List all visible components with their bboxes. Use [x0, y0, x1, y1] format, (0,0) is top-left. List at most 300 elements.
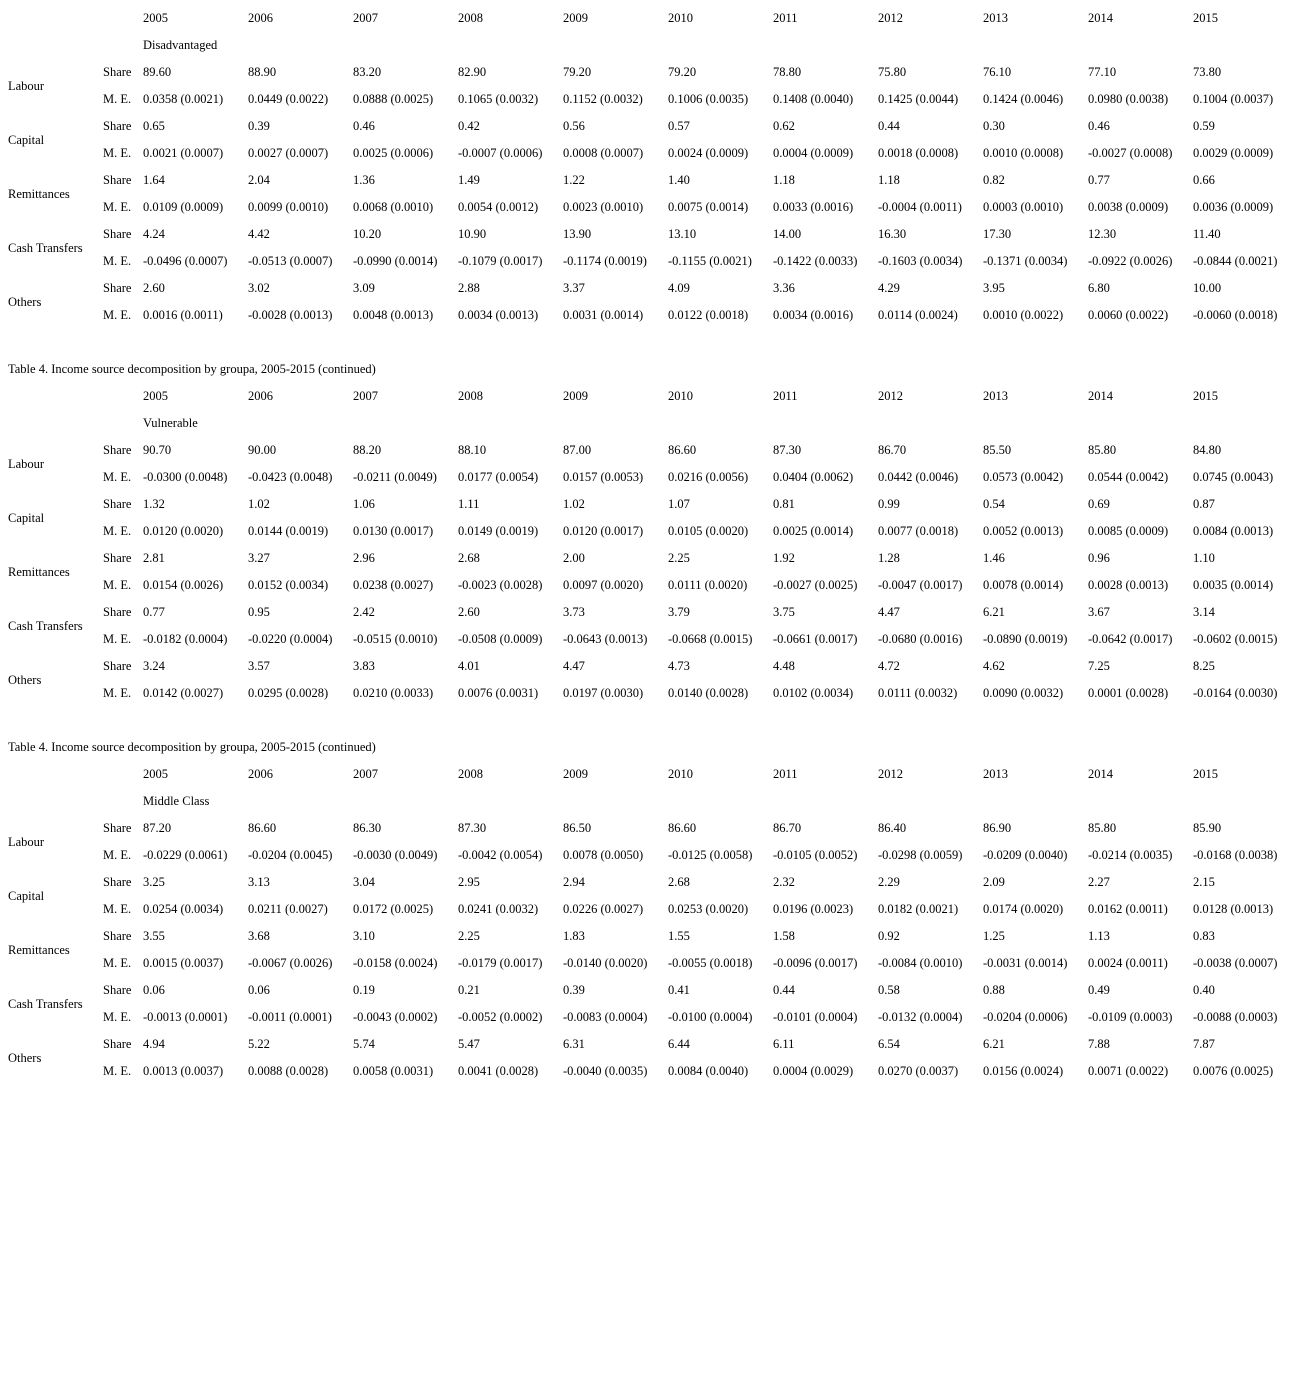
share-label: Share — [103, 875, 132, 889]
me-value: 0.0085 (0.0009) — [1088, 524, 1169, 538]
me-value: -0.0109 (0.0003) — [1088, 1010, 1173, 1024]
share-value: 0.59 — [1193, 119, 1215, 133]
me-value: 0.0025 (0.0014) — [773, 524, 854, 538]
year-header: 2008 — [458, 11, 483, 25]
me-value: 0.0015 (0.0037) — [143, 956, 224, 970]
share-value: 0.77 — [1088, 173, 1110, 187]
share-value: 2.32 — [773, 875, 795, 889]
share-value: 4.72 — [878, 659, 900, 673]
share-value: 3.67 — [1088, 605, 1110, 619]
me-value: 0.0154 (0.0026) — [143, 578, 224, 592]
me-value: 0.0071 (0.0022) — [1088, 1064, 1169, 1078]
share-value: 1.22 — [563, 173, 585, 187]
me-value: -0.0125 (0.0058) — [668, 848, 753, 862]
me-value: 0.0075 (0.0014) — [668, 200, 749, 214]
me-value: 0.0128 (0.0013) — [1193, 902, 1274, 916]
year-header: 2006 — [248, 11, 273, 25]
year-header: 2009 — [563, 767, 588, 781]
share-value: 7.87 — [1193, 1037, 1215, 1051]
share-value: 0.57 — [668, 119, 690, 133]
me-value: 0.0025 (0.0006) — [353, 146, 434, 160]
share-value: 6.21 — [983, 1037, 1005, 1051]
share-value: 4.47 — [563, 659, 585, 673]
me-value: -0.0088 (0.0003) — [1193, 1010, 1278, 1024]
share-value: 1.06 — [353, 497, 375, 511]
me-row — [0, 896, 1298, 923]
share-value: 2.81 — [143, 551, 165, 565]
me-value: 0.0157 (0.0053) — [563, 470, 644, 484]
share-value: 0.06 — [143, 983, 165, 997]
me-value: 0.0211 (0.0027) — [248, 902, 328, 916]
year-header: 2015 — [1193, 389, 1218, 403]
year-header: 2011 — [773, 767, 798, 781]
share-row — [0, 437, 1298, 464]
me-value: -0.0007 (0.0006) — [458, 146, 543, 160]
me-value: -0.0164 (0.0030) — [1193, 686, 1278, 700]
share-value: 3.79 — [668, 605, 690, 619]
share-value: 3.75 — [773, 605, 795, 619]
share-value: 1.10 — [1193, 551, 1215, 565]
share-value: 0.88 — [983, 983, 1005, 997]
share-row — [0, 1031, 1298, 1058]
me-row — [0, 842, 1298, 869]
me-value: 0.0029 (0.0009) — [1193, 146, 1274, 160]
share-value: 83.20 — [353, 65, 382, 79]
me-value: 0.0174 (0.0020) — [983, 902, 1064, 916]
share-value: 87.30 — [773, 443, 802, 457]
me-value: 0.0442 (0.0046) — [878, 470, 959, 484]
share-value: 78.80 — [773, 65, 802, 79]
share-value: 0.65 — [143, 119, 165, 133]
share-value: 13.90 — [563, 227, 592, 241]
me-row — [0, 626, 1298, 653]
share-value: 1.25 — [983, 929, 1005, 943]
year-header: 2007 — [353, 767, 378, 781]
group-label-row — [0, 410, 1298, 437]
year-header: 2011 — [773, 389, 798, 403]
me-value: 0.0196 (0.0023) — [773, 902, 854, 916]
group-label: Vulnerable — [143, 416, 198, 430]
me-value: 0.0060 (0.0022) — [1088, 308, 1169, 322]
share-value: 8.25 — [1193, 659, 1215, 673]
me-value: -0.0105 (0.0052) — [773, 848, 858, 862]
me-label: M. E. — [103, 470, 132, 484]
share-label: Share — [103, 227, 132, 241]
me-value: -0.1155 (0.0021) — [668, 254, 752, 268]
share-value: 2.09 — [983, 875, 1005, 889]
share-value: 2.95 — [458, 875, 480, 889]
share-value: 1.02 — [563, 497, 585, 511]
share-value: 3.57 — [248, 659, 270, 673]
share-value: 6.31 — [563, 1037, 585, 1051]
share-value: 1.64 — [143, 173, 165, 187]
share-value: 2.04 — [248, 173, 270, 187]
me-value: -0.0042 (0.0054) — [458, 848, 543, 862]
share-value: 88.20 — [353, 443, 382, 457]
share-value: 2.29 — [878, 875, 900, 889]
year-header: 2011 — [773, 11, 798, 25]
me-label: M. E. — [103, 146, 132, 160]
me-value: 0.0004 (0.0009) — [773, 146, 854, 160]
source-name: Capital — [8, 510, 45, 525]
source-name: Labour — [8, 78, 45, 93]
share-value: 4.73 — [668, 659, 690, 673]
me-value: 0.0048 (0.0013) — [353, 308, 434, 322]
me-value: 0.0177 (0.0054) — [458, 470, 539, 484]
share-value: 3.95 — [983, 281, 1005, 295]
me-value: -0.0298 (0.0059) — [878, 848, 963, 862]
share-value: 3.04 — [353, 875, 375, 889]
share-value: 0.54 — [983, 497, 1005, 511]
source-name: Others — [8, 1050, 42, 1065]
me-value: -0.0643 (0.0013) — [563, 632, 648, 646]
me-value: -0.0055 (0.0018) — [668, 956, 753, 970]
share-value: 1.11 — [458, 497, 480, 511]
me-value: 0.0152 (0.0034) — [248, 578, 329, 592]
source-name: Cash Transfers — [8, 618, 83, 633]
me-value: -0.0513 (0.0007) — [248, 254, 333, 268]
me-value: 0.0216 (0.0056) — [668, 470, 749, 484]
year-header: 2013 — [983, 389, 1008, 403]
me-value: 0.0226 (0.0027) — [563, 902, 644, 916]
me-label: M. E. — [103, 902, 132, 916]
share-row — [0, 977, 1298, 1004]
table-caption: Table 4. Income source decomposition by groupa, 2005-2015 (continued) — [8, 362, 376, 376]
me-label: M. E. — [103, 686, 132, 700]
me-value: -0.0844 (0.0021) — [1193, 254, 1278, 268]
share-label: Share — [103, 659, 132, 673]
share-value: 6.11 — [773, 1037, 795, 1051]
source-name: Capital — [8, 888, 45, 903]
share-value: 3.55 — [143, 929, 165, 943]
share-value: 76.10 — [983, 65, 1012, 79]
share-value: 4.47 — [878, 605, 900, 619]
share-value: 86.50 — [563, 821, 592, 835]
share-row — [0, 923, 1298, 950]
share-value: 87.00 — [563, 443, 592, 457]
share-value: 87.20 — [143, 821, 172, 835]
share-row — [0, 167, 1298, 194]
year-header: 2009 — [563, 389, 588, 403]
me-value: -0.0011 (0.0001) — [248, 1010, 332, 1024]
share-value: 0.44 — [773, 983, 795, 997]
me-row — [0, 950, 1298, 977]
me-value: 0.0024 (0.0009) — [668, 146, 749, 160]
me-value: 0.0144 (0.0019) — [248, 524, 329, 538]
me-value: -0.0182 (0.0004) — [143, 632, 228, 646]
share-value: 0.40 — [1193, 983, 1215, 997]
share-value: 0.30 — [983, 119, 1005, 133]
share-value: 1.13 — [1088, 929, 1110, 943]
me-value: 0.0034 (0.0013) — [458, 308, 539, 322]
year-header: 2014 — [1088, 767, 1113, 781]
source-name: Capital — [8, 132, 45, 147]
me-value: 0.1006 (0.0035) — [668, 92, 749, 106]
me-value: -0.0204 (0.0006) — [983, 1010, 1068, 1024]
me-value: -0.0642 (0.0017) — [1088, 632, 1173, 646]
me-value: 0.0010 (0.0022) — [983, 308, 1064, 322]
year-header-row — [0, 761, 1298, 788]
share-value: 85.90 — [1193, 821, 1222, 835]
share-value: 2.60 — [143, 281, 165, 295]
source-name: Others — [8, 672, 42, 687]
share-value: 2.88 — [458, 281, 480, 295]
source-name: Labour — [8, 456, 45, 471]
share-value: 90.70 — [143, 443, 172, 457]
year-header: 2015 — [1193, 11, 1218, 25]
share-label: Share — [103, 821, 132, 835]
me-value: 0.0120 (0.0017) — [563, 524, 644, 538]
me-value: 0.0142 (0.0027) — [143, 686, 224, 700]
me-value: -0.0168 (0.0038) — [1193, 848, 1278, 862]
me-value: -0.0031 (0.0014) — [983, 956, 1068, 970]
share-value: 86.40 — [878, 821, 907, 835]
share-value: 0.95 — [248, 605, 270, 619]
share-label: Share — [103, 443, 132, 457]
me-value: -0.1422 (0.0033) — [773, 254, 858, 268]
me-value: -0.1079 (0.0017) — [458, 254, 543, 268]
share-value: 3.24 — [143, 659, 165, 673]
me-value: 0.0888 (0.0025) — [353, 92, 434, 106]
me-row — [0, 140, 1298, 167]
share-value: 0.41 — [668, 983, 690, 997]
share-row — [0, 491, 1298, 518]
me-value: -0.0004 (0.0011) — [878, 200, 962, 214]
source-name: Remittances — [8, 564, 70, 579]
year-header: 2012 — [878, 11, 903, 25]
share-value: 0.42 — [458, 119, 480, 133]
me-value: -0.0047 (0.0017) — [878, 578, 963, 592]
me-value: 0.0054 (0.0012) — [458, 200, 539, 214]
share-value: 3.10 — [353, 929, 375, 943]
me-value: 0.0162 (0.0011) — [1088, 902, 1168, 916]
me-value: 0.0023 (0.0010) — [563, 200, 644, 214]
me-value: -0.0060 (0.0018) — [1193, 308, 1278, 322]
me-value: 0.0105 (0.0020) — [668, 524, 749, 538]
me-value: -0.0040 (0.0035) — [563, 1064, 648, 1078]
share-value: 85.80 — [1088, 443, 1117, 457]
share-value: 79.20 — [563, 65, 592, 79]
share-value: 3.68 — [248, 929, 270, 943]
me-value: -0.0668 (0.0015) — [668, 632, 753, 646]
me-value: 0.0109 (0.0009) — [143, 200, 224, 214]
share-label: Share — [103, 929, 132, 943]
share-value: 1.55 — [668, 929, 690, 943]
me-value: 0.0111 (0.0032) — [878, 686, 958, 700]
share-value: 2.42 — [353, 605, 375, 619]
me-row — [0, 194, 1298, 221]
share-value: 0.99 — [878, 497, 900, 511]
share-value: 2.27 — [1088, 875, 1110, 889]
source-name: Remittances — [8, 942, 70, 957]
me-value: -0.0209 (0.0040) — [983, 848, 1068, 862]
me-value: -0.0140 (0.0020) — [563, 956, 648, 970]
me-label: M. E. — [103, 254, 132, 268]
me-value: 0.0182 (0.0021) — [878, 902, 959, 916]
me-value: 0.0241 (0.0032) — [458, 902, 539, 916]
me-value: -0.0083 (0.0004) — [563, 1010, 648, 1024]
year-header: 2014 — [1088, 389, 1113, 403]
me-value: -0.0027 (0.0025) — [773, 578, 858, 592]
me-value: 0.0078 (0.0050) — [563, 848, 644, 862]
year-header: 2013 — [983, 767, 1008, 781]
me-row — [0, 518, 1298, 545]
share-value: 87.30 — [458, 821, 487, 835]
me-value: -0.1174 (0.0019) — [563, 254, 647, 268]
me-value: -0.1371 (0.0034) — [983, 254, 1068, 268]
share-value: 77.10 — [1088, 65, 1117, 79]
me-value: 0.0001 (0.0028) — [1088, 686, 1169, 700]
year-header-row — [0, 5, 1298, 32]
share-value: 0.56 — [563, 119, 585, 133]
me-value: -0.0132 (0.0004) — [878, 1010, 963, 1024]
share-value: 75.80 — [878, 65, 907, 79]
share-value: 3.83 — [353, 659, 375, 673]
me-value: -0.0101 (0.0004) — [773, 1010, 858, 1024]
share-value: 0.39 — [563, 983, 585, 997]
me-value: -0.0423 (0.0048) — [248, 470, 333, 484]
year-header: 2010 — [668, 11, 693, 25]
share-value: 86.60 — [668, 443, 697, 457]
me-value: 0.0111 (0.0020) — [668, 578, 748, 592]
me-value: -0.0052 (0.0002) — [458, 1010, 543, 1024]
share-value: 2.68 — [668, 875, 690, 889]
share-value: 0.69 — [1088, 497, 1110, 511]
share-value: 17.30 — [983, 227, 1012, 241]
me-value: 0.0077 (0.0018) — [878, 524, 959, 538]
share-value: 4.01 — [458, 659, 480, 673]
share-value: 6.44 — [668, 1037, 690, 1051]
share-value: 0.44 — [878, 119, 900, 133]
share-value: 3.37 — [563, 281, 585, 295]
year-header: 2008 — [458, 389, 483, 403]
share-value: 4.09 — [668, 281, 690, 295]
share-label: Share — [103, 605, 132, 619]
share-value: 0.46 — [1088, 119, 1110, 133]
share-value: 0.62 — [773, 119, 795, 133]
me-value: -0.0890 (0.0019) — [983, 632, 1068, 646]
share-value: 1.18 — [878, 173, 900, 187]
year-header: 2006 — [248, 389, 273, 403]
me-label: M. E. — [103, 848, 132, 862]
year-header: 2007 — [353, 389, 378, 403]
share-value: 3.09 — [353, 281, 375, 295]
year-header: 2010 — [668, 389, 693, 403]
share-value: 6.21 — [983, 605, 1005, 619]
share-label: Share — [103, 119, 132, 133]
me-value: -0.0300 (0.0048) — [143, 470, 228, 484]
me-row — [0, 680, 1298, 707]
me-value: 0.0008 (0.0007) — [563, 146, 644, 160]
share-value: 6.54 — [878, 1037, 900, 1051]
me-value: 0.1408 (0.0040) — [773, 92, 854, 106]
me-label: M. E. — [103, 200, 132, 214]
me-value: 0.0253 (0.0020) — [668, 902, 749, 916]
table-caption: Table 4. Income source decomposition by groupa, 2005-2015 (continued) — [8, 740, 376, 754]
share-value: 4.29 — [878, 281, 900, 295]
me-value: 0.1424 (0.0046) — [983, 92, 1064, 106]
me-value: 0.0090 (0.0032) — [983, 686, 1064, 700]
share-value: 3.14 — [1193, 605, 1215, 619]
share-row — [0, 275, 1298, 302]
share-value: 4.62 — [983, 659, 1005, 673]
me-value: 0.0084 (0.0013) — [1193, 524, 1274, 538]
me-value: 0.1065 (0.0032) — [458, 92, 539, 106]
me-value: -0.0211 (0.0049) — [353, 470, 437, 484]
me-value: 0.0033 (0.0016) — [773, 200, 854, 214]
share-value: 1.46 — [983, 551, 1005, 565]
me-value: 0.0038 (0.0009) — [1088, 200, 1169, 214]
me-value: -0.0990 (0.0014) — [353, 254, 438, 268]
source-name: Labour — [8, 834, 45, 849]
me-value: 0.0016 (0.0011) — [143, 308, 223, 322]
me-value: 0.0358 (0.0021) — [143, 92, 224, 106]
me-label: M. E. — [103, 956, 132, 970]
me-value: -0.0023 (0.0028) — [458, 578, 543, 592]
share-value: 0.19 — [353, 983, 375, 997]
me-value: 0.0076 (0.0031) — [458, 686, 539, 700]
me-value: 0.0097 (0.0020) — [563, 578, 644, 592]
share-label: Share — [103, 497, 132, 511]
me-value: 0.0122 (0.0018) — [668, 308, 749, 322]
share-value: 0.83 — [1193, 929, 1215, 943]
me-value: -0.0043 (0.0002) — [353, 1010, 438, 1024]
me-label: M. E. — [103, 308, 132, 322]
year-header: 2008 — [458, 767, 483, 781]
me-value: -0.0030 (0.0049) — [353, 848, 438, 862]
share-value: 4.42 — [248, 227, 270, 241]
me-value: 0.0024 (0.0011) — [1088, 956, 1168, 970]
share-value: 2.25 — [458, 929, 480, 943]
share-value: 85.80 — [1088, 821, 1117, 835]
share-value: 0.06 — [248, 983, 270, 997]
share-value: 0.46 — [353, 119, 375, 133]
share-row — [0, 653, 1298, 680]
me-value: -0.0013 (0.0001) — [143, 1010, 228, 1024]
year-header: 2012 — [878, 389, 903, 403]
share-value: 2.94 — [563, 875, 585, 889]
share-value: 0.87 — [1193, 497, 1215, 511]
share-value: 3.25 — [143, 875, 165, 889]
share-value: 2.68 — [458, 551, 480, 565]
me-value: 0.0140 (0.0028) — [668, 686, 749, 700]
me-value: -0.0038 (0.0007) — [1193, 956, 1278, 970]
me-value: -0.0922 (0.0026) — [1088, 254, 1173, 268]
share-value: 3.36 — [773, 281, 795, 295]
share-value: 7.88 — [1088, 1037, 1110, 1051]
source-name: Remittances — [8, 186, 70, 201]
share-value: 5.47 — [458, 1037, 480, 1051]
share-value: 3.73 — [563, 605, 585, 619]
me-value: 0.0068 (0.0010) — [353, 200, 434, 214]
share-value: 1.58 — [773, 929, 795, 943]
me-value: 0.0099 (0.0010) — [248, 200, 329, 214]
me-label: M. E. — [103, 524, 132, 538]
share-value: 0.81 — [773, 497, 795, 511]
me-label: M. E. — [103, 1064, 132, 1078]
year-header: 2005 — [143, 389, 168, 403]
me-value: 0.0058 (0.0031) — [353, 1064, 434, 1078]
share-value: 0.66 — [1193, 173, 1215, 187]
share-value: 14.00 — [773, 227, 802, 241]
share-row — [0, 221, 1298, 248]
share-row — [0, 113, 1298, 140]
me-value: 0.0028 (0.0013) — [1088, 578, 1169, 592]
share-value: 10.90 — [458, 227, 487, 241]
me-value: -0.0100 (0.0004) — [668, 1010, 753, 1024]
share-label: Share — [103, 1037, 132, 1051]
share-value: 10.00 — [1193, 281, 1222, 295]
